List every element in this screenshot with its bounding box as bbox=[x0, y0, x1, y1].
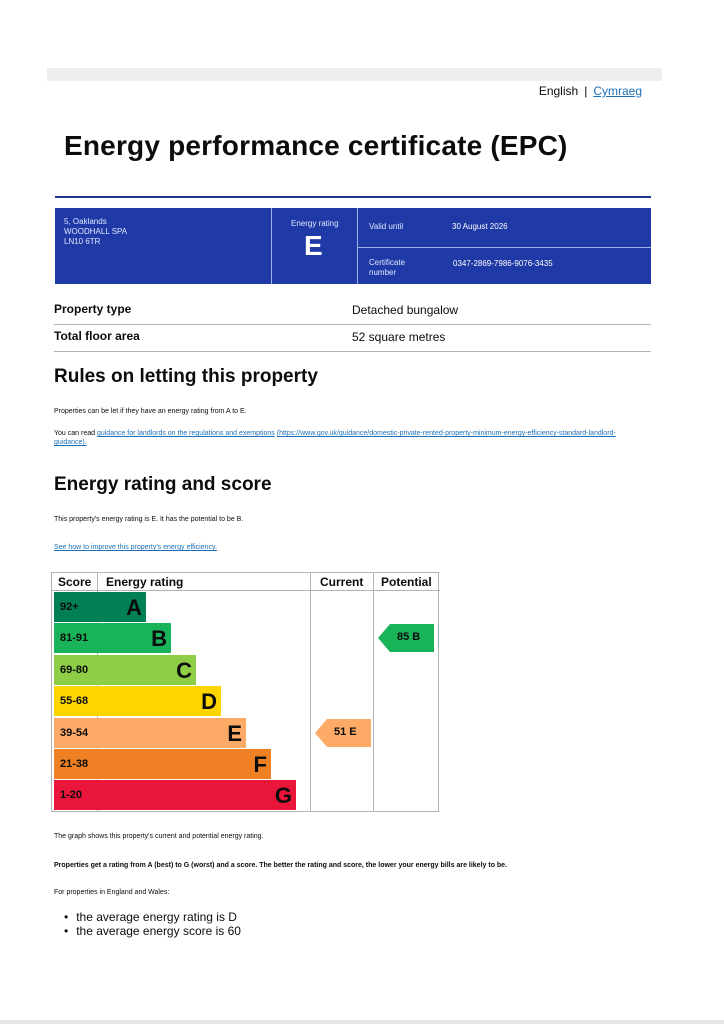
band-score-range: 21-38 bbox=[60, 758, 89, 770]
property-type-value: Detached bungalow bbox=[352, 303, 459, 317]
band-row-e bbox=[52, 718, 310, 748]
band-row-c bbox=[52, 655, 310, 685]
language-switcher bbox=[539, 84, 642, 98]
certificate-label: Certificate number bbox=[369, 258, 406, 277]
band-score-range: 69-80 bbox=[60, 663, 89, 676]
england-wales-note: For properties in England and Wales: bbox=[54, 889, 170, 896]
header-current: Current bbox=[320, 575, 364, 589]
language-english: English bbox=[538, 84, 579, 98]
average-score-item: • the average energy score is 60 bbox=[64, 924, 241, 938]
address bbox=[64, 217, 127, 247]
summary-panel bbox=[55, 208, 651, 284]
panel-divider bbox=[271, 208, 272, 284]
header-energy-rating: Energy rating bbox=[106, 575, 184, 589]
rules-guidance-prefix: You can read bbox=[54, 430, 97, 437]
address-line-2: WOODHALL SPA bbox=[64, 227, 128, 236]
title-rule bbox=[55, 196, 651, 198]
graph-note: The graph shows this property's current and potential energy rating. bbox=[54, 833, 264, 840]
property-type-label: Property type bbox=[54, 302, 132, 316]
certificate-number: 0347-2869-7986-9076-3435 bbox=[453, 259, 553, 268]
rules-guidance bbox=[54, 429, 646, 447]
language-separator: | bbox=[584, 84, 588, 98]
band-bar-b bbox=[54, 623, 171, 653]
band-row-a bbox=[52, 592, 310, 622]
band-bar-d bbox=[54, 686, 221, 716]
column-divider bbox=[373, 573, 374, 811]
potential-rating-arrow-label: 85 B bbox=[397, 631, 421, 644]
epc-rating-chart bbox=[51, 572, 439, 812]
rules-paragraph: Properties can be let if they have an energy rating from A to E. bbox=[54, 408, 247, 415]
floor-area-label: Total floor area bbox=[54, 329, 140, 343]
band-row-b bbox=[52, 623, 310, 653]
energy-paragraph: This property's energy rating is E. It has the potential to be B. bbox=[54, 516, 244, 523]
rating-label: Energy rating bbox=[291, 219, 339, 228]
floor-area-value: 52 square metres bbox=[352, 330, 446, 344]
band-bar-f bbox=[54, 749, 271, 779]
band-bar-e bbox=[54, 718, 246, 748]
rating-value: E bbox=[304, 230, 323, 261]
band-letter: E bbox=[227, 720, 242, 746]
rules-heading: Rules on letting this property bbox=[54, 366, 318, 387]
property-type-row bbox=[54, 299, 651, 325]
landlord-guidance-url[interactable]: (https://www.gov.uk/guidance/domestic-private-rented-property-minimum-energy-efficiency-standard-landlord-guidance). bbox=[54, 430, 616, 446]
scan-top-band bbox=[47, 68, 662, 81]
panel-divider bbox=[357, 208, 358, 284]
band-letter: A bbox=[126, 595, 142, 620]
header-score: Score bbox=[58, 575, 92, 589]
band-letter: B bbox=[151, 626, 167, 652]
band-score-range: 1-20 bbox=[60, 789, 83, 802]
header-potential: Potential bbox=[381, 575, 432, 589]
panel-divider-horizontal bbox=[357, 247, 651, 248]
improve-link-wrap bbox=[54, 543, 217, 552]
potential-rating-arrow bbox=[378, 624, 434, 654]
page-title: Energy performance certificate (EPC) bbox=[64, 130, 568, 161]
band-letter: C bbox=[176, 657, 192, 683]
scan-bottom-band bbox=[0, 1020, 724, 1024]
address-line-3: LN10 6TR bbox=[64, 237, 101, 246]
column-divider bbox=[310, 573, 311, 811]
rating-explanation: Properties get a rating from A (best) to G (worst) and a score. The better the rating and score, the lower your energy bills are likely to be. bbox=[54, 862, 508, 869]
improve-efficiency-link[interactable]: See how to improve this property's energy efficiency. bbox=[54, 544, 217, 551]
band-bar-c bbox=[54, 655, 196, 685]
band-row-f bbox=[52, 749, 310, 779]
floor-area-row bbox=[54, 326, 651, 352]
band-letter: F bbox=[253, 752, 267, 777]
current-rating-arrow bbox=[315, 719, 371, 749]
valid-until-value: 30 August 2026 bbox=[452, 222, 508, 231]
band-letter: G bbox=[274, 783, 292, 809]
band-bar-a bbox=[54, 592, 146, 622]
current-rating-arrow-label: 51 E bbox=[334, 725, 357, 738]
average-rating-item: • the average energy rating is D bbox=[64, 910, 241, 924]
address-line-1: 5, Oaklands bbox=[64, 217, 107, 226]
band-score-range: 81-91 bbox=[60, 632, 89, 645]
valid-until-label: Valid until bbox=[369, 222, 404, 231]
energy-heading: Energy rating and score bbox=[54, 474, 272, 495]
band-score-range: 39-54 bbox=[60, 726, 89, 739]
landlord-guidance-link[interactable]: guidance for landlords on the regulations and exemptions bbox=[96, 430, 275, 437]
band-score-range: 55-68 bbox=[60, 695, 89, 708]
band-bar-g bbox=[54, 780, 296, 810]
average-list bbox=[64, 910, 241, 938]
language-cymraeg-link[interactable]: Cymraeg bbox=[593, 84, 642, 98]
band-letter: D bbox=[201, 689, 217, 715]
band-row-d bbox=[52, 686, 310, 716]
band-row-g bbox=[52, 780, 310, 810]
band-score-range: 92+ bbox=[60, 601, 79, 613]
